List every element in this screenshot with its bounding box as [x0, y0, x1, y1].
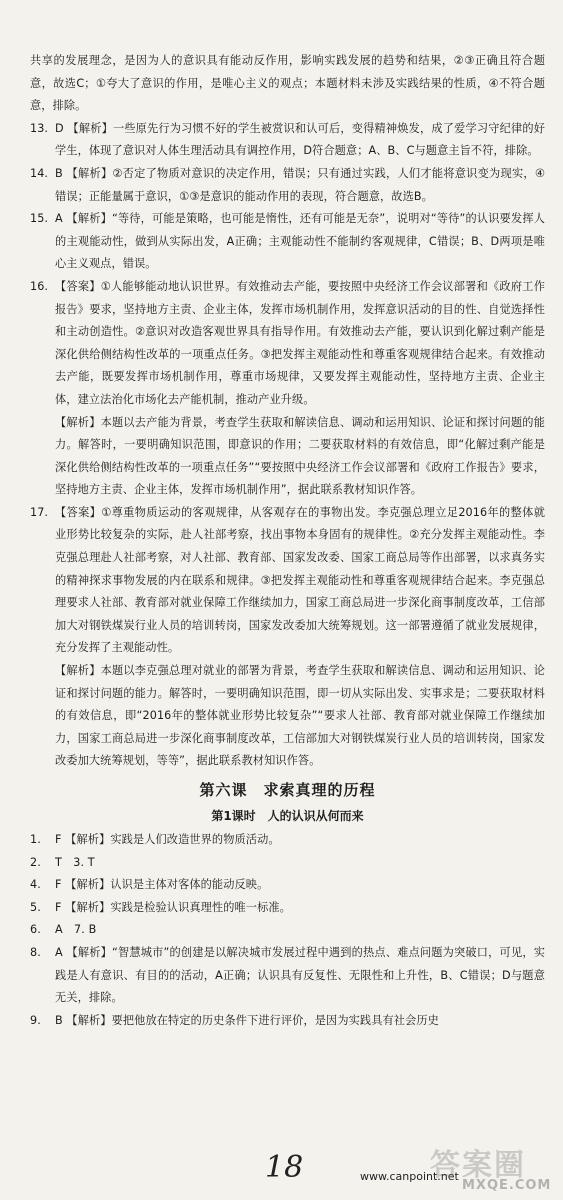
- handwritten-page-number: 18: [265, 1150, 304, 1185]
- item-number: 17.: [30, 505, 49, 519]
- item-text: F 【解析】实践是检验认识真理性的唯一标准。: [55, 900, 291, 914]
- watermark-url: MXQE.COM: [462, 1178, 552, 1193]
- item-text: D 【解析】一些原先行为习惯不好的学生被赏识和认可后，变得精神焕发，成了爱学习守纪律的好学生，体现了意识对人体生理活动具有调控作用，D符合题意；A、B、C与题意主旨不符，排除。: [55, 121, 545, 158]
- item-number: 1.: [30, 833, 41, 846]
- item-answer: 【答案】①尊重物质运动的客观规律，从客观存在的事物出发。李克强总理立足2016年的整体就业形势比较复杂的实际，赴人社部考察，找出事物本身固有的规律性。②充分发挥主观能动性。李克强总理赴人社部考察，对人社部、教育部、国家发改委、国家工商总局等作出部署，以求真务实的精神探求事物发展的内在联系和规律。③把发挥主观能动性和尊重客观规律结合起来。李克强总理要求人社部、教育部对就业保障工作继续加力，国家工商总局进一步深化商事制度改革，工信部加大对钢铁煤炭行业人员的培训转岗，国家发改委加大统筹规划。这一部署遵循了就业发展规律，充分发挥了主观能动性。: [55, 505, 545, 655]
- footer-url: www.canpoint.net: [360, 1170, 459, 1183]
- item-text: A 【解析】“等待，可能是策略，也可能是惰性，还有可能是无奈”，说明对“等待”的认识要发挥人的主观能动性，做到从实际出发，A正确；主观能动性不能制约客观规律，C错误；B、D两项是唯心主义观点，错误。: [55, 212, 545, 271]
- answer-item-6: [30, 919, 545, 942]
- item-number: 5.: [30, 900, 41, 914]
- answer-column: [30, 50, 545, 1032]
- item-analysis: 【解析】本题以李克强总理对就业的部署为背景，考查学生获取和解读信息、调动和运用知识、论证和探讨问题的能力。解答时，一要明确知识范围，即一切从实际出发、实事求是；二要获取材料的有效信息，即“2016年的整体就业形势比较复杂”“要求人社部、教育部对就业保障工作继续加力，国家工商总局进一步深化商事制度改革，工信部加大对钢铁煤炭行业人员的培训转岗，国家发改委加大统筹规划，等等”，据此联系教材知识作答。: [55, 664, 545, 768]
- item-text: B 【解析】②否定了物质对意识的决定作用，错误；只有通过实践，人们才能将意识变为现实，④错误；正能量属于意识，①③是意识的能动作用的表现，符合题意，故选B。: [55, 166, 545, 203]
- item-text: T 3. T: [55, 855, 95, 869]
- answer-item-5: [30, 897, 545, 920]
- item-analysis: 【解析】本题以去产能为背景，考查学生获取和解读信息、调动和运用知识、论证和探讨问题的能力。解答时，一要明确知识范围，即意识的作用；二要获取材料的有效信息，即“化解过剩产能是深化供给侧结构性改革的一项重点任务”“要按照中央经济工作会议部署和《政府工作报告》要求，坚持地方主责、企业主体，发挥市场机制作用”，据此联系教材知识作答。: [55, 415, 545, 497]
- item-number: 13.: [30, 121, 49, 135]
- chapter-title: 第六课 求索真理的历程: [199, 781, 376, 799]
- lesson-title: 第1课时 人的认识从何而来: [211, 809, 364, 823]
- item-number: 2.: [30, 855, 41, 869]
- answer-item-4: [30, 874, 545, 897]
- item-number: 6.: [30, 923, 41, 937]
- answer-item-16: [30, 276, 545, 502]
- item-number: 14.: [30, 166, 49, 180]
- item-text: F 【解析】实践是人们改造世界的物质活动。: [55, 833, 280, 846]
- item-number: 16.: [30, 279, 49, 293]
- item-number: 8.: [30, 945, 41, 959]
- item-text: B 【解析】要把他放在特定的历史条件下进行评价，是因为实践具有社会历史: [55, 1013, 439, 1027]
- answer-item-2: [30, 852, 545, 875]
- intro-paragraph: 共享的发展理念，是因为人的意识具有能动反作用，影响实践发展的趋势和结果，②③正确且符合题意，故选C；①夸大了意识的作用，是唯心主义的观点；本题材料未涉及实践结果的性质，④不符合题意，排除。: [30, 54, 545, 113]
- item-answer: 【答案】①人能够能动地认识世界。有效推动去产能，要按照中央经济工作会议部署和《政府工作报告》要求，坚持地方主责、企业主体，发挥市场机制作用，发挥意识活动的目的性、自觉选择性和主动创造性。②意识对改造客观世界具有指导作用。有效推动去产能，要认识到化解过剩产能是深化供给侧结构性改革的一项重点任务。③把发挥主观能动性和尊重客观规律结合起来。有效推动去产能，既要发挥市场机制作用，尊重市场规律，又要发挥主观能动性，坚持地方主责、企业主体，建立法治化市场化去产能机制，推动产业升级。: [55, 279, 545, 406]
- item-number: 9.: [30, 1013, 41, 1027]
- item-text: A 7. B: [55, 923, 97, 937]
- answer-item-14: [30, 163, 545, 208]
- answer-item-9: [30, 1010, 545, 1033]
- answer-item-17: [30, 502, 545, 773]
- item-number: 15.: [30, 212, 49, 226]
- watermark-logo: 答案圈: [430, 1148, 526, 1183]
- answer-item-15: [30, 208, 545, 276]
- item-text: A 【解析】“智慧城市”的创建是以解决城市发展过程中遇到的热点、难点问题为突破口，可见，实践是人有意识、有目的的活动，A正确；认识具有反复性、无限性和上升性，B、C错误；D与题意无关，排除。: [55, 945, 545, 1005]
- answer-item-13: [30, 118, 545, 163]
- item-number: 4.: [30, 878, 41, 892]
- answer-item-1: [30, 829, 545, 852]
- item-text: F 【解析】认识是主体对客体的能动反映。: [55, 878, 269, 892]
- answer-item-8: [30, 942, 545, 1010]
